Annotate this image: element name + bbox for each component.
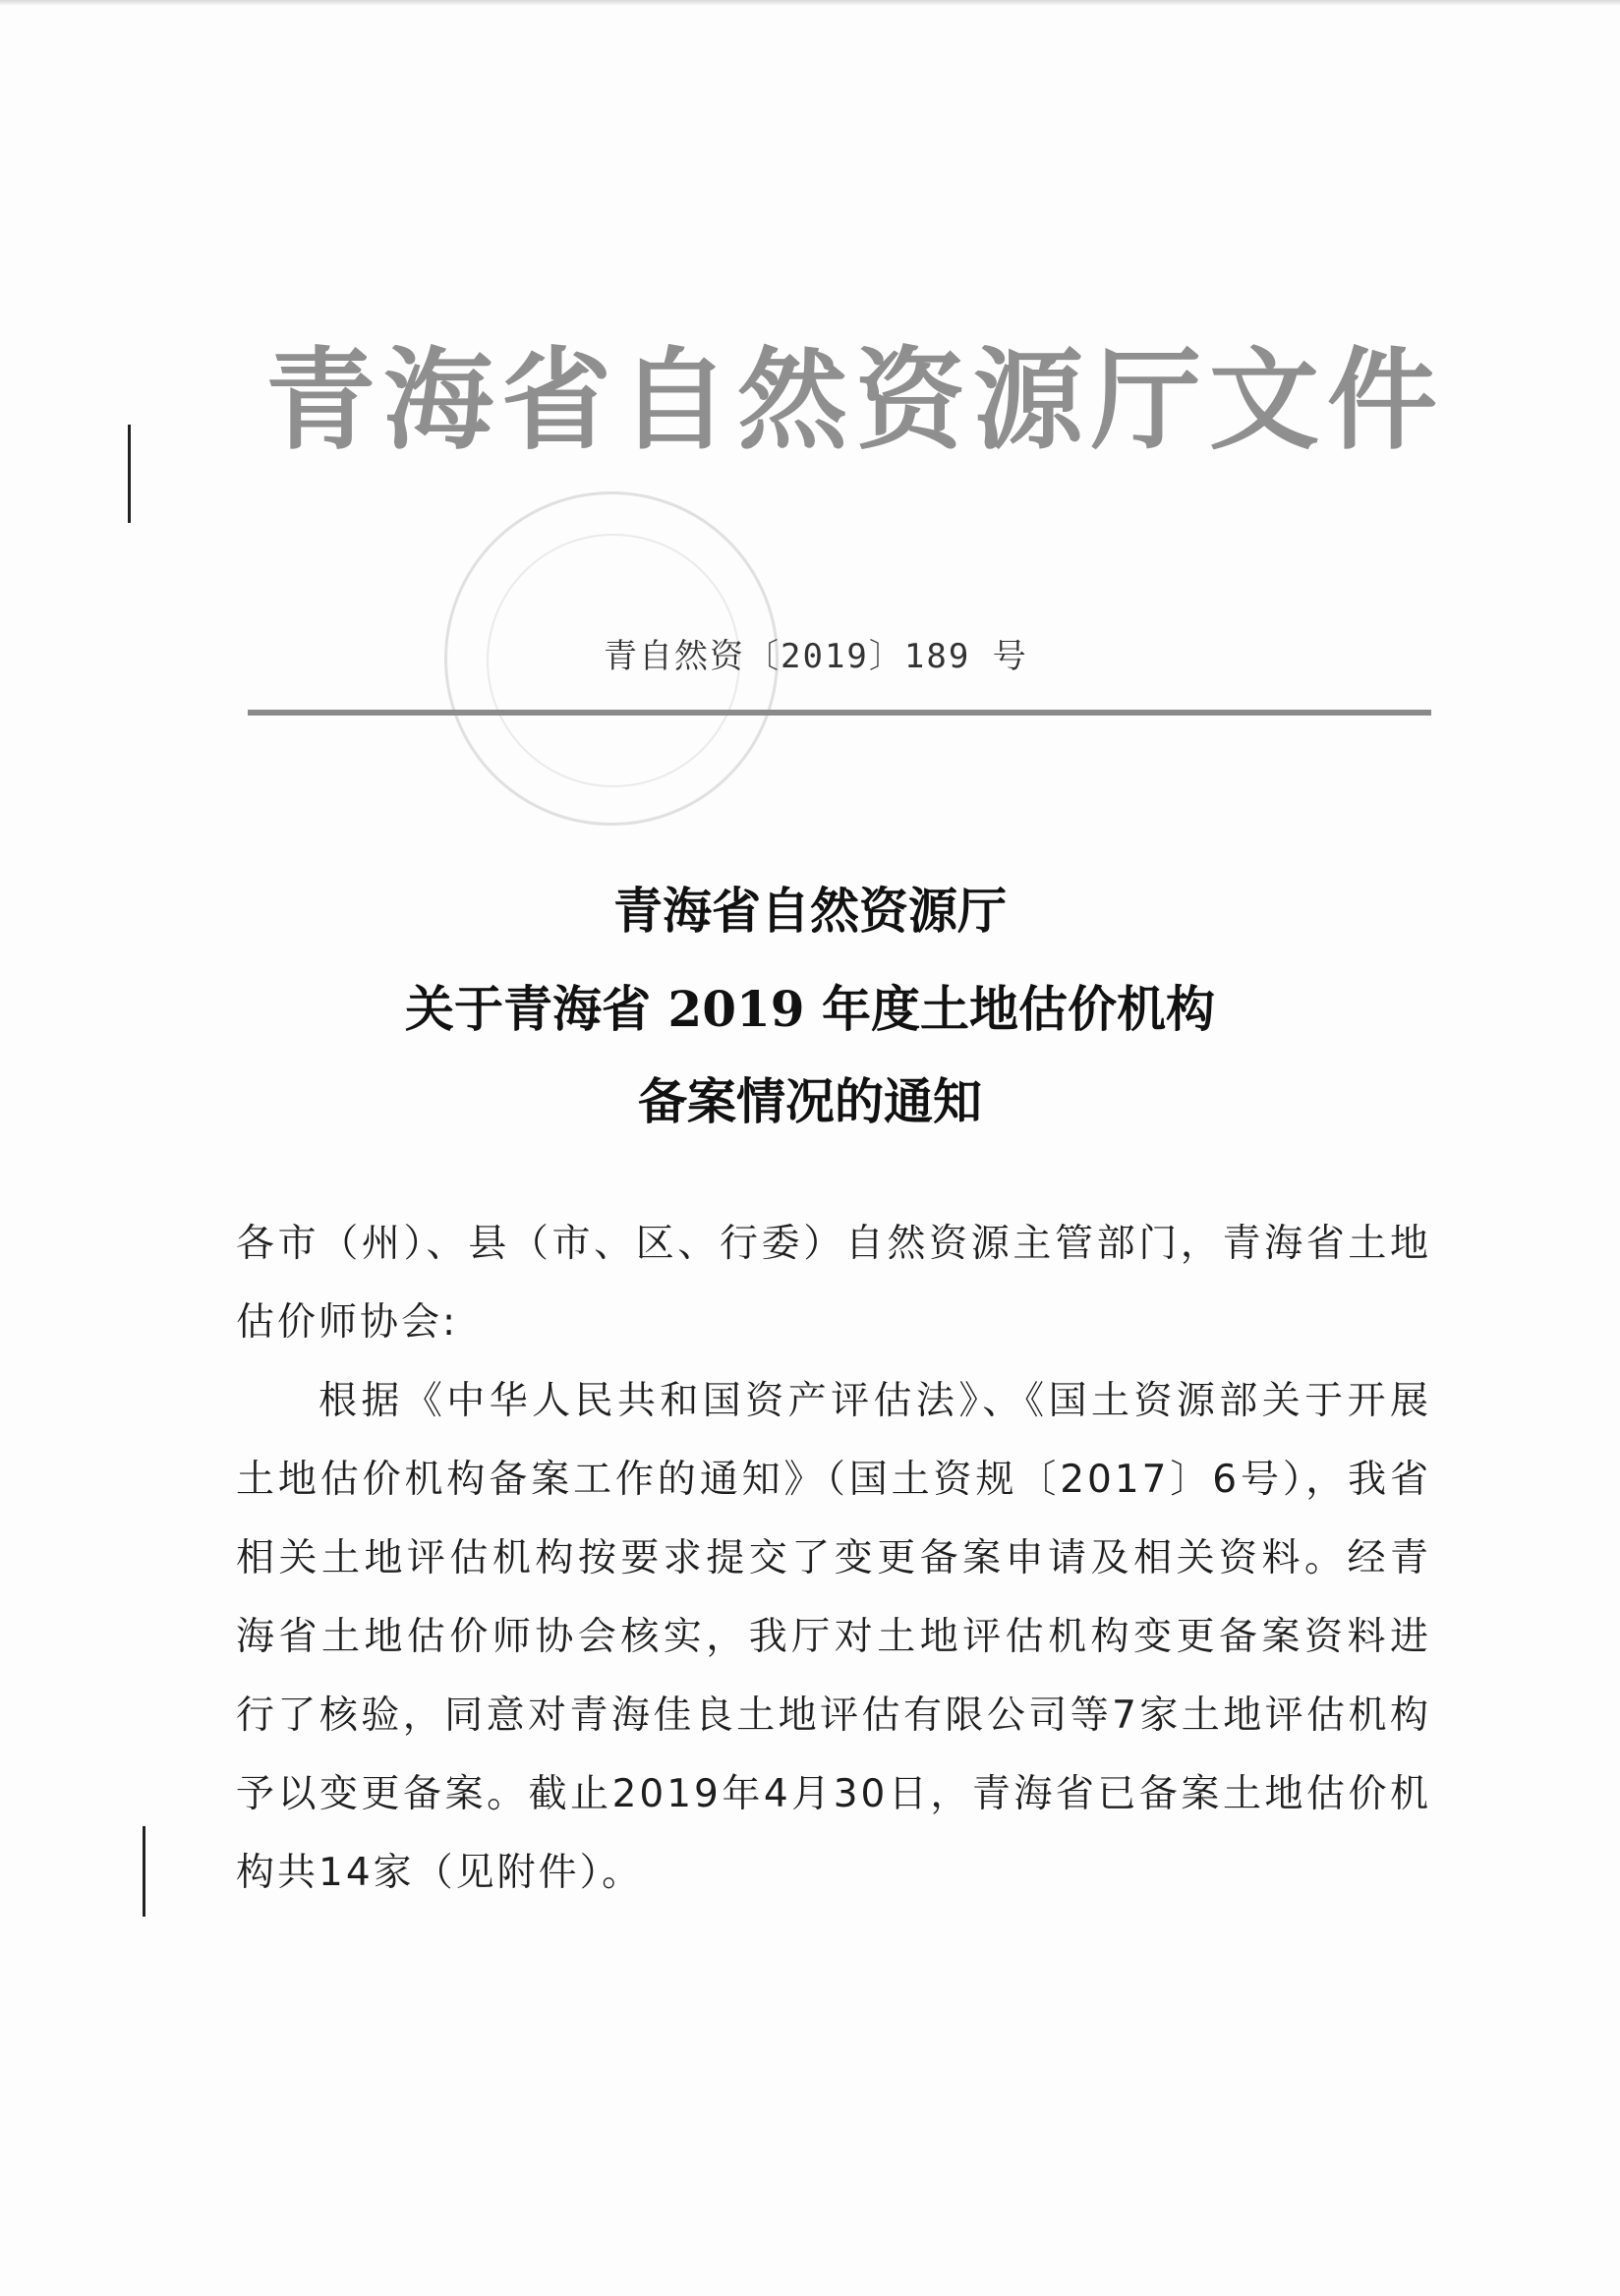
body-paragraph: 根据《中华人民共和国资产评估法》、《国土资源部关于开展土地估价机构备案工作的通知》（国土资规〔2017〕6号），我省相关土地评估机构按要求提交了变更备案申请及相关资料。经青海省土地估价师协会核实，我厅对土地评估机构变更备案资料进行了核验，同意对青海佳良土地评估有限公司等7家土地评估机构予以变更备案。截止2019年4月30日，青海省已备案土地估价机构共14家（见附件）。	[236, 1379, 1431, 1895]
header-divider-rule	[248, 710, 1431, 716]
issuer-header-title: 青海省自然资源厅文件	[265, 336, 1445, 465]
binding-mark	[128, 425, 131, 523]
notice-title-line-3: 备案情况的通知	[638, 1072, 982, 1130]
scan-top-edge	[0, 0, 1620, 6]
addressee: 各市（州）、县（市、区、行委）自然资源主管部门，青海省土地估价师协会:	[236, 1222, 1431, 1345]
document-number: 青自然资〔2019〕189 号	[604, 637, 1028, 676]
notice-title-line-2: 关于青海省 2019 年度土地估价机构	[405, 980, 1215, 1038]
binding-mark	[143, 1826, 145, 1917]
notice-title-line-1: 青海省自然资源厅	[613, 882, 1007, 940]
